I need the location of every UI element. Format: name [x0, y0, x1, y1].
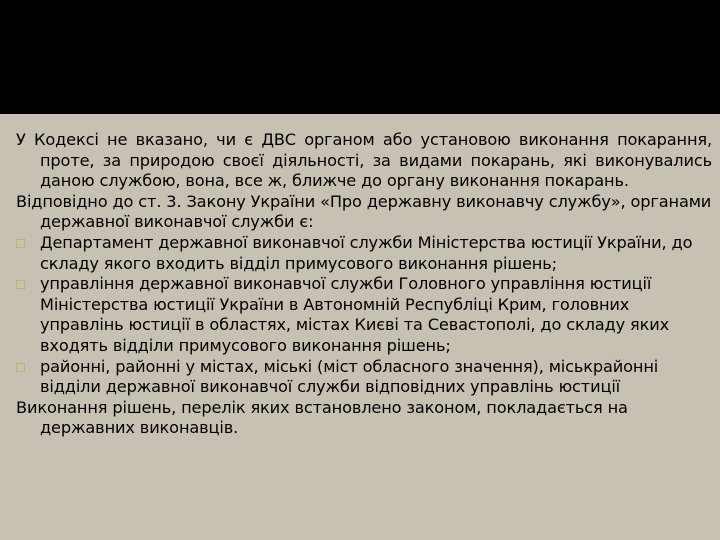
list-item-department: [16, 233, 712, 274]
intro-paragraph: У Кодексі не вказано, чи є ДВС органом або установою виконання покарання, проте, за природою своєї діяльності, за видами покарань, які виконувались даною службою, вона, все ж, ближче до органу виконання покарань.: [16, 130, 712, 191]
square-bullet-icon: [16, 280, 25, 289]
square-bullet-icon: [16, 239, 25, 248]
square-bullet-icon: [16, 363, 25, 372]
closing-paragraph: Виконання рішень, перелік яких встановлено законом, покладається на державних виконавців.: [16, 397, 628, 438]
list-item-district-departments: [16, 357, 712, 398]
slide-body: [16, 130, 712, 439]
header-band: [0, 0, 720, 114]
list-item-text: районні, районні у містах, міські (міст обласного значення), міськрайонні відділи державної виконавчої служби відповідних управлінь юстиції: [40, 356, 659, 397]
list-item-regional-administration: [16, 274, 712, 356]
list-item-text: Департамент державної виконавчої служби Міністерства юстиції України, до складу якого входить відділ примусового виконання рішень;: [40, 232, 693, 273]
list-item-text: управління державної виконавчої служби Головного управління юстиції Міністерства юстиції України в Автономній Республіці Крим, головних управлінь юстиції в областях, містах Києві та Севастополі, до складу яких входять відділи примусового виконання рішень;: [40, 274, 670, 355]
law-reference-paragraph: Відповідно до ст. 3. Закону України «Про державну виконавчу службу», органами державної виконавчої служби є:: [16, 191, 712, 232]
